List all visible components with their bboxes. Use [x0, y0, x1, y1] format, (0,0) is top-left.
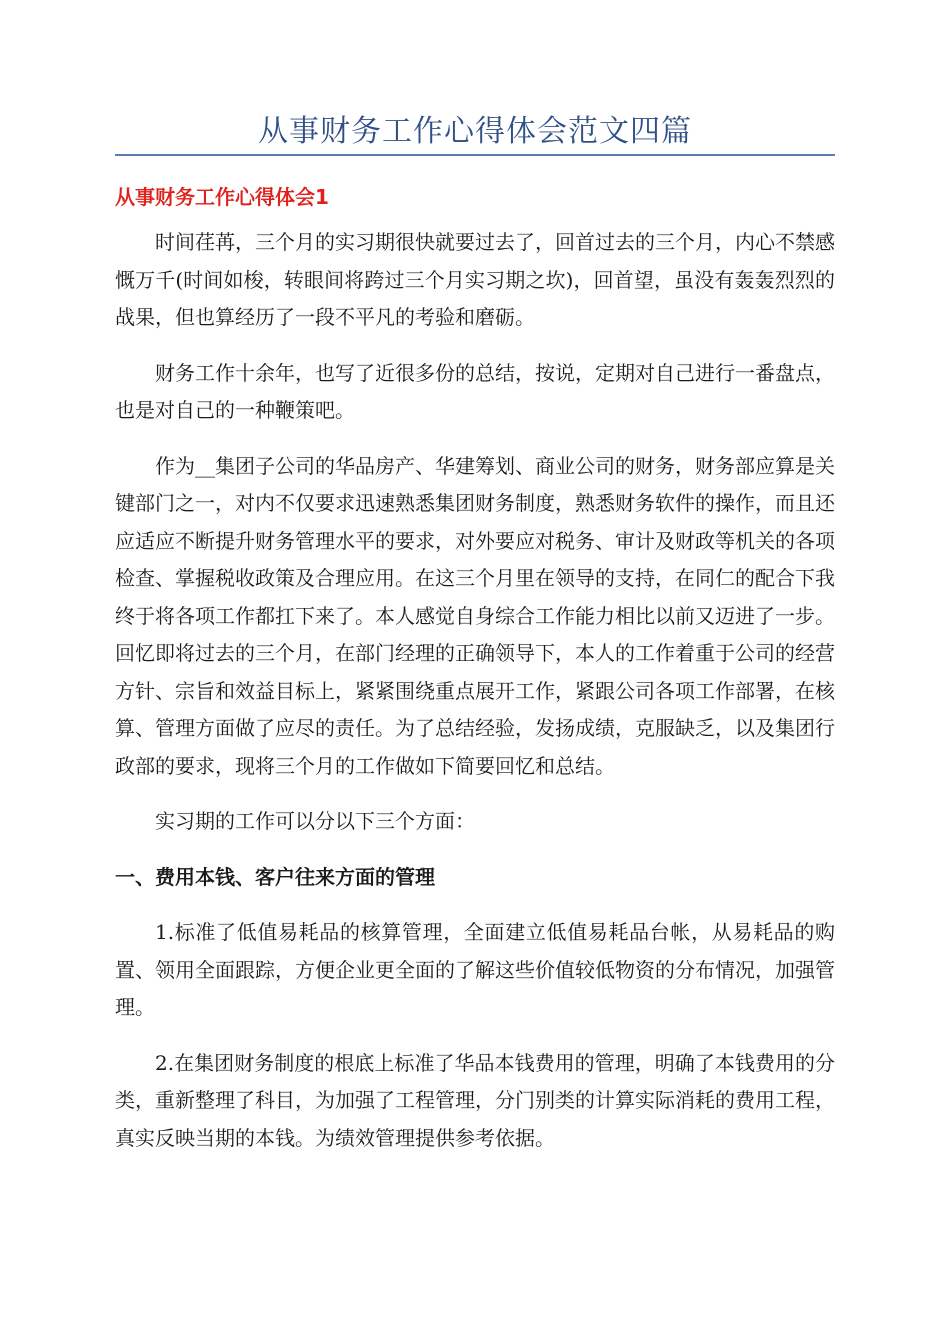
paragraph: 时间荏苒，三个月的实习期很快就要过去了，回首过去的三个月，内心不禁感慨万千(时间如梭，转眼间将跨过三个月实习期之坎)，回首望，虽没有轰轰烈烈的战果，但也算经历了一段不平凡的考验和磨砺。 [115, 230, 835, 329]
paragraph: 作为__集团子公司的华品房产、华建筹划、商业公司的财务，财务部应算是关键部门之一，对内不仅要求迅速熟悉集团财务制度，熟悉财务软件的操作，而且还应适应不断提升财务管理水平的要求，对外要应对税务、审计及财政等机关的各项检查、掌握税收政策及合理应用。在这三个月里在领导的支持，在同仁的配合下我终于将各项工作都扛下来了。本人感觉自身综合工作能力相比以前又迈进了一步。回忆即将过去的三个月，在部门经理的正确领导下，本人的工作着重于公司的经营方针、宗旨和效益目标上，紧紧围绕重点展开工作，紧跟公司各项工作部署，在核算、管理方面做了应尽的责任。为了总结经验，发扬成绩，克服缺乏，以及集团行政部的要求，现将三个月的工作做如下简要回忆和总结。 [115, 453, 835, 778]
subheading: 一、费用本钱、客户往来方面的管理 [115, 864, 435, 889]
paragraph: 财务工作十余年，也写了近很多份的总结，按说，定期对自己进行一番盘点，也是对自己的一种鞭策吧。 [115, 360, 835, 422]
list-item: 1.标准了低值易耗品的核算管理，全面建立低值易耗品台帐，从易耗品的购置、领用全面跟踪，方便企业更全面的了解这些价值较低物资的分布情况，加强管理。 [115, 920, 835, 1019]
document-title: 从事财务工作心得体会范文四篇 [258, 114, 692, 149]
list-item: 2.在集团财务制度的根底上标准了华品本钱费用的管理，明确了本钱费用的分类，重新整理了科目，为加强了工程管理，分门别类的计算实际消耗的费用工程，真实反映当期的本钱。为绩效管理提供参考依据。 [115, 1050, 835, 1150]
section-heading: 从事财务工作心得体会1 [115, 185, 329, 209]
document-body [115, 224, 835, 1175]
title-underline [115, 154, 835, 156]
paragraph: 实习期的工作可以分以下三个方面： [155, 809, 475, 833]
